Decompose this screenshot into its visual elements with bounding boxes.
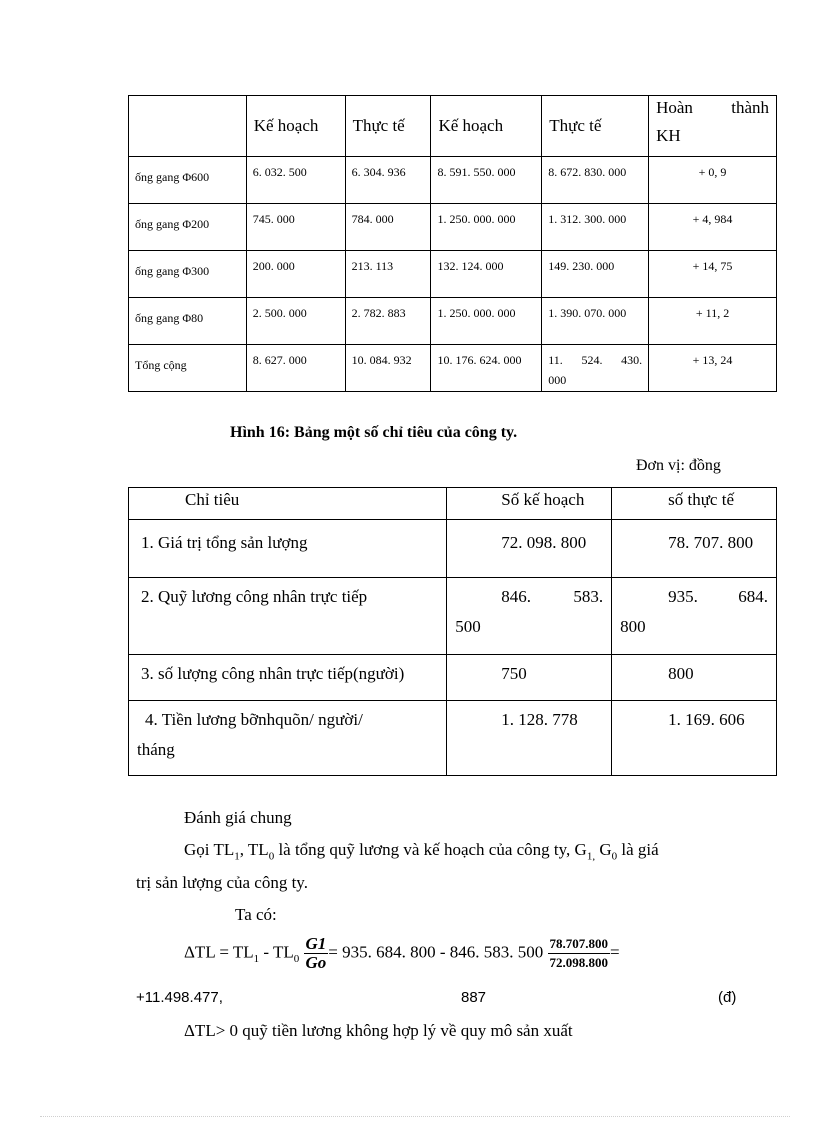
result-value: +11.498.477, [136, 989, 223, 1006]
table-cell: 745. 000 [246, 204, 345, 251]
row-label-text: 3. số lượng công nhân trực tiếp(người) [141, 664, 405, 683]
row-label [129, 701, 447, 776]
numerator: 78.707.800 [548, 935, 611, 954]
subscript: 1 [253, 952, 260, 965]
table-cell: 8. 627. 000 [246, 345, 345, 392]
header-text: thành [731, 98, 769, 117]
fraction [304, 935, 329, 972]
table-row [129, 157, 777, 204]
numerator: G1 [305, 934, 327, 953]
text-run: ΔTL = TL [184, 942, 254, 962]
header-text: Số kế hoạch [501, 490, 585, 509]
cell-text: 72. 098. 800 [501, 533, 587, 552]
table-cell: 2. 500. 000 [246, 298, 345, 345]
result-value: 887 [461, 989, 487, 1006]
table-cell: + 4, 984 [649, 204, 777, 251]
table-row [129, 298, 777, 345]
row-label-text: tháng [137, 740, 175, 759]
header-cell [129, 96, 247, 157]
header-cell: Kế hoạch [431, 96, 542, 157]
header-cell [129, 488, 447, 520]
table-cell: + 11, 2 [649, 298, 777, 345]
header-text: KH [656, 126, 681, 145]
cell-part: 846. [501, 587, 532, 606]
unit-label: Đơn vị: đồng [636, 457, 721, 474]
table-cell: + 14, 75 [649, 251, 777, 298]
table-row [129, 345, 777, 392]
table-row [129, 701, 777, 776]
header-text: Chỉ tiêu [185, 490, 240, 509]
header-text: Hoàn [656, 98, 693, 117]
cell-text: 800 [668, 664, 694, 683]
table-cell: 6. 032. 500 [246, 157, 345, 204]
text-run: = [610, 942, 620, 962]
table-cell: 1. 312. 300. 000 [542, 204, 649, 251]
table-row [129, 204, 777, 251]
page-divider [40, 1116, 790, 1117]
table-cell: 200. 000 [246, 251, 345, 298]
table-header-row [129, 96, 777, 157]
cell-text: 750 [501, 664, 527, 683]
cell-part: 800 [620, 617, 646, 636]
table-cell: 149. 230. 000 [542, 251, 649, 298]
header-text: số thực tế [668, 490, 734, 509]
table-cell: 6. 304. 936 [345, 157, 431, 204]
paragraph-heading: Đánh giá chung [184, 808, 292, 827]
paragraph [184, 840, 659, 862]
header-cell: Thực tế [542, 96, 649, 157]
fraction [548, 935, 611, 972]
table-cell [447, 701, 612, 776]
subscript: 1, [586, 850, 596, 863]
header-cell: Kế hoạch [246, 96, 345, 157]
header-cell [447, 488, 612, 520]
row-label [129, 520, 447, 578]
equation [184, 935, 620, 972]
subscript: 0 [293, 952, 300, 965]
row-label: Tổng cộng [129, 345, 247, 392]
text-run: = 935. 684. 800 - 846. 583. 500 [328, 942, 544, 962]
row-label-text: 4. Tiền lương bỡnhquõn/ người/ [145, 710, 363, 729]
row-label-text: 1. Giá trị tổng sản lượng [141, 533, 308, 552]
table-cell [612, 701, 777, 776]
table-cell [542, 345, 649, 392]
text-run: , TL [239, 840, 269, 859]
cell-part: 684. [738, 587, 768, 606]
cell-part: 000 [548, 373, 567, 387]
table-cell: 1. 390. 070. 000 [542, 298, 649, 345]
table-row [129, 655, 777, 701]
table-cell: 8. 672. 830. 000 [542, 157, 649, 204]
paragraph: trị sản lượng của công ty. [136, 873, 308, 892]
table-cell [447, 520, 612, 578]
table-cell [447, 578, 612, 655]
table-cell: 132. 124. 000 [431, 251, 542, 298]
table-row [129, 520, 777, 578]
figure-caption: Hình 16: Bảng một số chỉ tiêu của công ty. [230, 424, 518, 441]
table-cell: 213. 113 [345, 251, 431, 298]
cell-part: 935. [668, 587, 698, 606]
cell-part: 430. [621, 353, 643, 367]
table-cell [612, 520, 777, 578]
table-cell [447, 655, 612, 701]
cell-part: 524. [581, 353, 603, 367]
row-label: ống gang Φ300 [129, 251, 247, 298]
text-run: G [595, 840, 612, 859]
header-cell [649, 96, 777, 157]
indicator-table [128, 95, 777, 392]
row-label-text: 2. Quỹ lương công nhân trực tiếp [141, 587, 368, 606]
table-cell [612, 578, 777, 655]
table-header-row [129, 488, 777, 520]
table-cell: 1. 250. 000. 000 [431, 204, 542, 251]
denominator: Go [305, 953, 327, 972]
row-label: ống gang Φ600 [129, 157, 247, 204]
text-run: là tổng quỹ lương và kế hoạch của công ty, G [274, 840, 587, 859]
row-label [129, 655, 447, 701]
table-cell: 1. 250. 000. 000 [431, 298, 542, 345]
subscript: 0 [611, 850, 618, 863]
cell-text: 1. 128. 778 [501, 710, 578, 729]
row-label: ống gang Φ200 [129, 204, 247, 251]
table-cell: 8. 591. 550. 000 [431, 157, 542, 204]
paragraph: Ta có: [235, 905, 277, 924]
text-run: Gọi TL [184, 840, 235, 859]
header-cell: Thực tế [345, 96, 431, 157]
table-row [129, 251, 777, 298]
table-cell: + 13, 24 [649, 345, 777, 392]
table-row [129, 578, 777, 655]
cell-part: 11. [548, 353, 563, 367]
table-cell: 784. 000 [345, 204, 431, 251]
cell-text: 1. 169. 606 [668, 710, 745, 729]
result-unit: (đ) [718, 989, 737, 1006]
table-cell: 10. 084. 932 [345, 345, 431, 392]
denominator: 72.098.800 [549, 955, 609, 970]
cell-part: 500 [455, 617, 481, 636]
table-cell: + 0, 9 [649, 157, 777, 204]
cell-part: 583. [573, 587, 604, 606]
cell-text: 78. 707. 800 [668, 533, 754, 552]
subscript: 1 [234, 850, 240, 863]
table-cell [612, 655, 777, 701]
header-cell [612, 488, 777, 520]
table-cell: 2. 782. 883 [345, 298, 431, 345]
subscript: 0 [268, 850, 275, 863]
row-label: ống gang Φ80 [129, 298, 247, 345]
text-run: là giá [617, 840, 659, 859]
table-cell: 10. 176. 624. 000 [431, 345, 542, 392]
row-label [129, 578, 447, 655]
text-run: - TL [259, 942, 294, 962]
company-indicators-table [128, 487, 777, 776]
paragraph: ΔTL> 0 quỹ tiền lương không hợp lý về quy mô sản xuất [184, 1021, 573, 1040]
